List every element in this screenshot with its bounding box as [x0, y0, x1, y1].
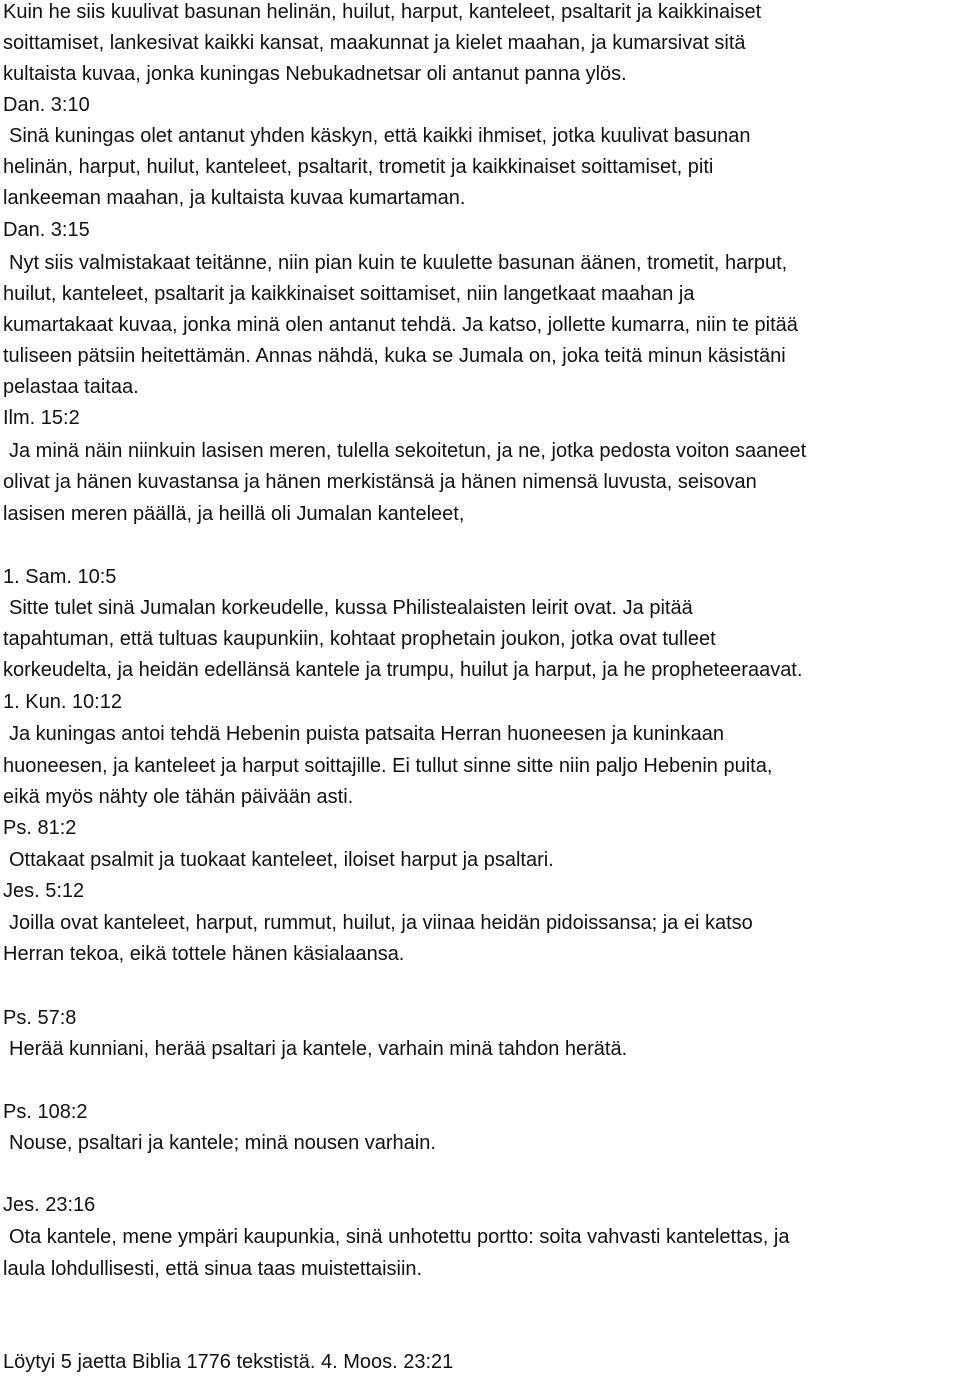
- verse-text-line: tapahtuman, että tultuas kaupunkiin, kohtaat prophetain joukon, jotka ovat tulleet: [3, 628, 716, 650]
- verse-text-line: Sitte tulet sinä Jumalan korkeudelle, kussa Philistealaisten leirit ovat. Ja pitää: [9, 597, 693, 619]
- verse-text-line: pelastaa taitaa.: [3, 376, 139, 398]
- verse-text-line: kumartakaat kuvaa, jonka minä olen antanut tehdä. Ja katso, jollette kumarra, niin te pitää: [3, 314, 798, 336]
- verse-reference: Ps. 108:2: [3, 1101, 88, 1123]
- verse-reference: Dan. 3:15: [3, 219, 90, 241]
- verse-text-line: Herää kunniani, herää psaltari ja kantele, varhain minä tahdon herätä.: [9, 1038, 628, 1060]
- verse-text-line: lasisen meren päällä, ja heillä oli Jumalan kanteleet,: [3, 503, 465, 525]
- verse-text-line: Ja minä näin niinkuin lasisen meren, tulella sekoitetun, ja ne, jotka pedosta voiton saaneet: [9, 440, 807, 462]
- verse-reference: Jes. 5:12: [3, 880, 85, 902]
- verse-reference: 1. Sam. 10:5: [3, 566, 117, 588]
- verse-text-line: Ota kantele, mene ympäri kaupunkia, sinä unhotettu portto: soita vahvasti kantelettas, ja: [9, 1226, 790, 1248]
- verse-text-line: helinän, harput, huilut, kanteleet, psaltarit, trometit ja kaikkinaiset soittamiset, piti: [3, 156, 714, 178]
- verse-text-line: olivat ja hänen kuvastansa ja hänen merkistänsä ja hänen nimensä luvusta, seisovan: [3, 471, 757, 493]
- verse-text-line: Ottakaat psalmit ja tuokaat kanteleet, iloiset harput ja psaltari.: [9, 849, 554, 871]
- verse-text-line: Joilla ovat kanteleet, harput, rummut, huilut, ja viinaa heidän pidoissansa; ja ei katso: [9, 912, 753, 934]
- verse-text-line: kultaista kuvaa, jonka kuningas Nebukadnetsar oli antanut panna ylös.: [3, 63, 627, 85]
- verse-text-line: Nyt siis valmistakaat teitänne, niin pian kuin te kuulette basunan äänen, trometit, harput,: [9, 252, 788, 274]
- verse-reference: Dan. 3:10: [3, 94, 90, 116]
- verse-text-line: laula lohdullisesti, että sinua taas muistettaisiin.: [3, 1258, 423, 1280]
- verse-text-line: Herran tekoa, eikä tottele hänen käsialaansa.: [3, 943, 405, 965]
- verse-reference: Jes. 23:16: [3, 1194, 96, 1216]
- verse-text-line: soittamiset, lankesivat kaikki kansat, maakunnat ja kielet maahan, ja kumarsivat sitä: [3, 32, 746, 54]
- verse-reference: Ps. 81:2: [3, 817, 77, 839]
- verse-text-line: korkeudelta, ja heidän edellänsä kantele ja trumpu, huilut ja harput, ja he propheteeraavat.: [3, 659, 803, 681]
- verse-text-line: Kuin he siis kuulivat basunan helinän, huilut, harput, kanteleet, psaltarit ja kaikkinaiset: [3, 1, 762, 23]
- verse-reference: Ps. 57:8: [3, 1007, 77, 1029]
- verse-text-line: Ja kuningas antoi tehdä Hebenin puista patsaita Herran huoneesen ja kuninkaan: [9, 723, 724, 745]
- verse-text-line: huoneesen, ja kanteleet ja harput soittajille. Ei tullut sinne sitte niin paljo Hebenin puita,: [3, 755, 773, 777]
- verse-text-line: tuliseen pätsiin heitettämän. Annas nähdä, kuka se Jumala on, joka teitä minun käsistäni: [3, 345, 786, 367]
- search-result-footer: Löytyi 5 jaetta Biblia 1776 tekstistä. 4. Moos. 23:21: [3, 1351, 454, 1373]
- verse-text-line: lankeeman maahan, ja kultaista kuvaa kumartaman.: [3, 187, 466, 209]
- verse-reference: Ilm. 15:2: [3, 407, 80, 429]
- verse-text-line: Nouse, psaltari ja kantele; minä nousen varhain.: [9, 1132, 436, 1154]
- verse-text-line: Sinä kuningas olet antanut yhden käskyn, että kaikki ihmiset, jotka kuulivat basunan: [9, 125, 751, 147]
- verse-reference: 1. Kun. 10:12: [3, 691, 122, 713]
- verse-text-line: eikä myös nähty ole tähän päivään asti.: [3, 786, 354, 808]
- verse-text-line: huilut, kanteleet, psaltarit ja kaikkinaiset soittamiset, niin langetkaat maahan ja: [3, 283, 695, 305]
